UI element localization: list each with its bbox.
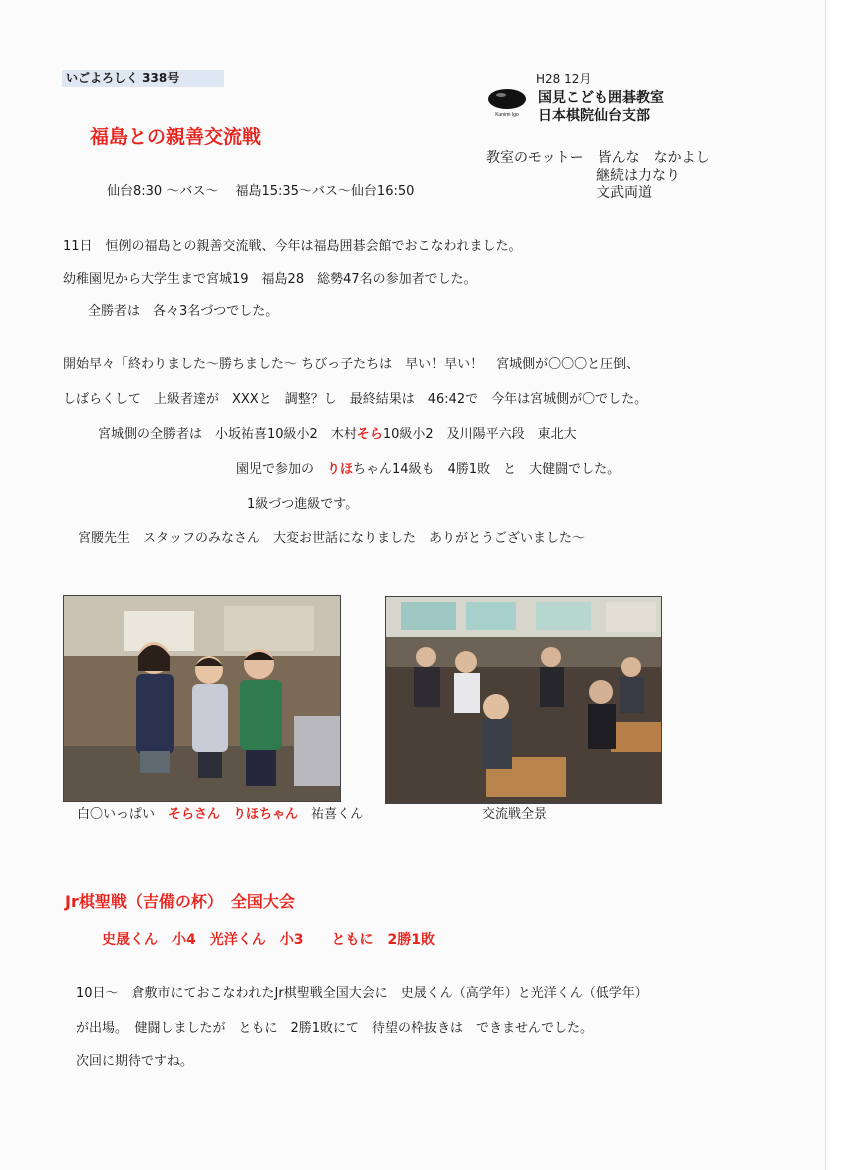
section2-paragraph-3: 次回に期待ですね。 [76,1054,194,1069]
section1-title: 福島との親善交流戦 [90,126,262,148]
section2-subtitle: 史晟くん 小4 光洋くん 小3 ともに 2勝1敗 [102,932,435,948]
photo-match-overview [385,596,662,804]
caption-name-riho: りほちゃん [233,807,299,822]
caption-text-b: 祐喜くん [298,807,364,822]
motto-label: 教室のモットー 皆んな なかよし [486,150,710,166]
photo-children-caption [77,803,363,822]
motto-line-2: 継続は力なり [596,168,680,184]
school-logo [485,88,529,118]
issue-date: H28 12月 [536,72,592,86]
page-edge [825,0,850,1170]
section2-title: Jr棋聖戦（吉備の杯） 全国大会 [65,892,295,911]
org-name-1: 国見こども囲碁教室 [538,90,664,106]
winner-name-sora: そら [356,427,383,442]
photo-match-caption: 交流戦全景 [482,807,548,822]
promotion-line: 1級づつ進級です。 [247,497,359,512]
bus-schedule: 仙台8:30 〜バス〜 福島15:35〜バス〜仙台16:50 [107,184,415,199]
issue-label: いごよろしく 338号 [62,70,224,87]
kinder-text-b: ちゃん14級も 4勝1敗 と 大健闘でした。 [353,462,621,477]
thanks-line: 宮腰先生 スタッフのみなさん 大変お世話になりました ありがとうございました〜 [78,531,586,546]
kinder-text-a: 園児で参加の [236,462,328,477]
paragraph-2: 幼稚園児から大学生まで宮城19 福島28 総勢47名の参加者でした。 [63,272,477,287]
winners-text-a: 宮城側の全勝者は 小坂祐喜10級小2 木村 [98,427,357,442]
logo-text: Kunimi Igo [495,112,519,118]
caption-name-sora: そらさん [168,807,221,822]
winners-text-b: 10級小2 及川陽平六段 東北大 [382,427,577,442]
winners-line [98,423,577,442]
paragraph-4: 開始早々「終わりました〜勝ちました〜 ちびっ子たちは 早い！早い！ 宮城側が〇〇〇と圧倒、 [63,357,640,372]
paragraph-1: 11日 恒例の福島との親善交流戦、今年は福島囲碁会館でおこなわれました。 [63,239,522,254]
motto-line-3: 文武両道 [596,185,652,201]
section2-paragraph-1: 10日〜 倉敷市にておこなわれたJr棋聖戦全国大会に 史晟くん（高学年）と光洋くん（低学年） [76,986,648,1001]
caption-text-a: 白〇いっぱい [77,807,169,822]
paragraph-5: しばらくして 上級者達が XXXと 調整？し 最終結果は 46:42で 今年は宮城側が〇でした。 [63,392,648,407]
photo-children [63,595,341,802]
org-name-2: 日本棋院仙台支部 [538,108,650,124]
paragraph-3: 全勝者は 各々3名づつでした。 [88,304,279,319]
section2-paragraph-2: が出場。 健闘しましたが ともに 2勝1敗にて 待望の枠抜きは できませんでした。 [76,1021,594,1036]
kinder-name-riho: りほ [327,462,354,477]
kinder-line [236,458,620,477]
